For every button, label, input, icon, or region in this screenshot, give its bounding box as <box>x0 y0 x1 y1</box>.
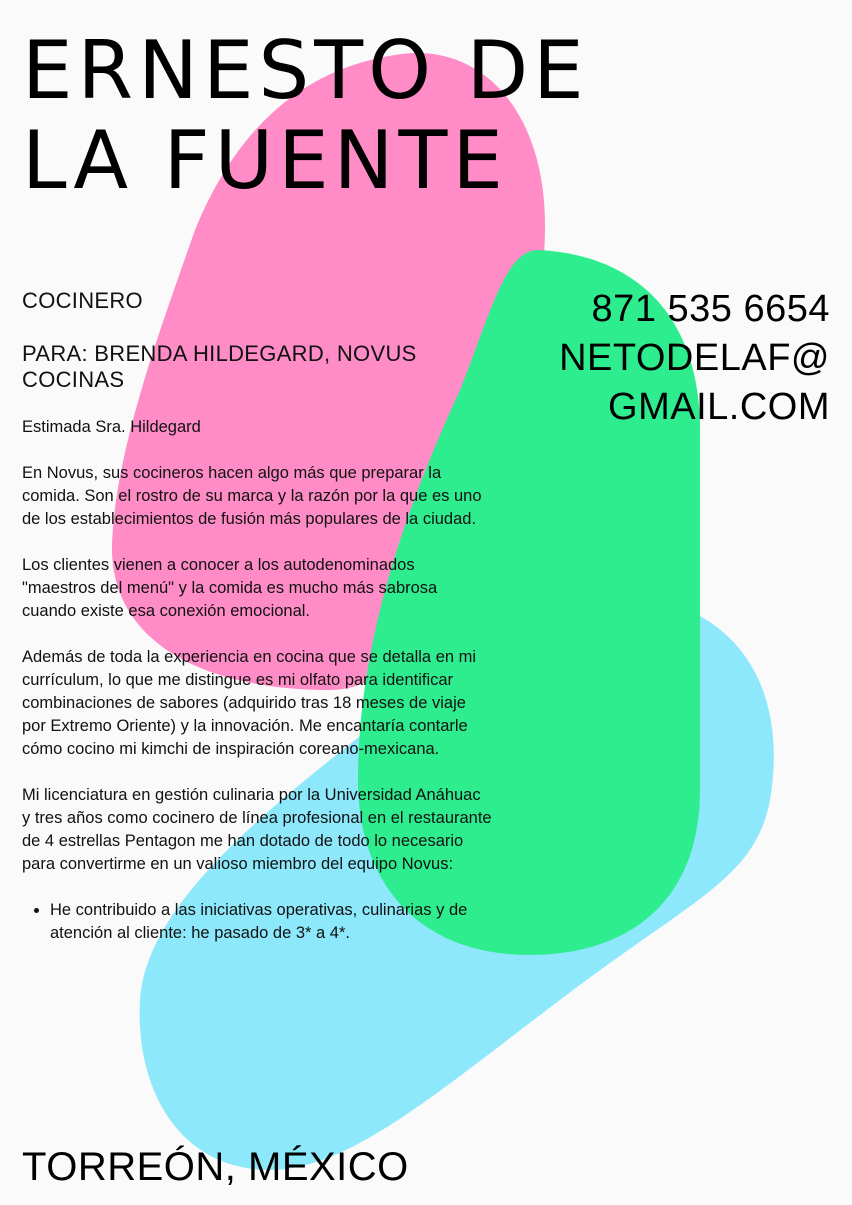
contact-block <box>559 285 830 432</box>
phone-number: 871 535 6654 <box>591 288 830 330</box>
paragraph-4: Mi licenciatura en gestión culinaria por la Universidad Anáhuac y tres años como cocinero de línea profesional en el restaurante de 4 estrellas Pentagon me han dotado de todo lo necesario para convertirme en un valioso miembro del equipo Novus: <box>22 786 492 873</box>
paragraph-3: Además de toda la experiencia en cocina que se detalla en mi currículum, lo que me distingue es mi olfato para identificar combinaciones de sabores (adquirido tras 18 meses de viaje por Extremo Oriente) y la innovación. Me encantaría contarle cómo cocino mi kimchi de inspiración coreano-mexicana. <box>22 648 477 758</box>
paragraph-2: Los clientes vienen a conocer a los autodenominados "maestros del menú" y la comida es mucho más sabrosa cuando existe esa conexión emocional. <box>22 556 438 620</box>
name-line-1: ERNESTO DE <box>22 24 589 117</box>
letter-body <box>22 416 492 945</box>
email-line-1: NETODELAF@ <box>559 337 830 379</box>
recipient-line: PARA: BRENDA HILDEGARD, NOVUS COCINAS <box>22 341 417 392</box>
bullet-list <box>22 899 492 945</box>
name-line-2: LA FUENTE <box>22 114 508 207</box>
location: TORREÓN, MÉXICO <box>22 1145 409 1189</box>
bullet-item: • He contribuido a las iniciativas operativas, culinarias y de atención al cliente: he pasado de 3* a 4*. <box>50 899 492 945</box>
paragraph-1: En Novus, sus cocineros hacen algo más que preparar la comida. Son el rostro de su marca y la razón por la que es uno de los establecimientos de fusión más populares de la ciudad. <box>22 464 482 528</box>
job-title: COCINERO <box>22 288 143 313</box>
email-line-2: GMAIL.COM <box>608 386 830 428</box>
greeting: Estimada Sra. Hildegard <box>22 418 201 436</box>
applicant-name <box>22 26 589 206</box>
